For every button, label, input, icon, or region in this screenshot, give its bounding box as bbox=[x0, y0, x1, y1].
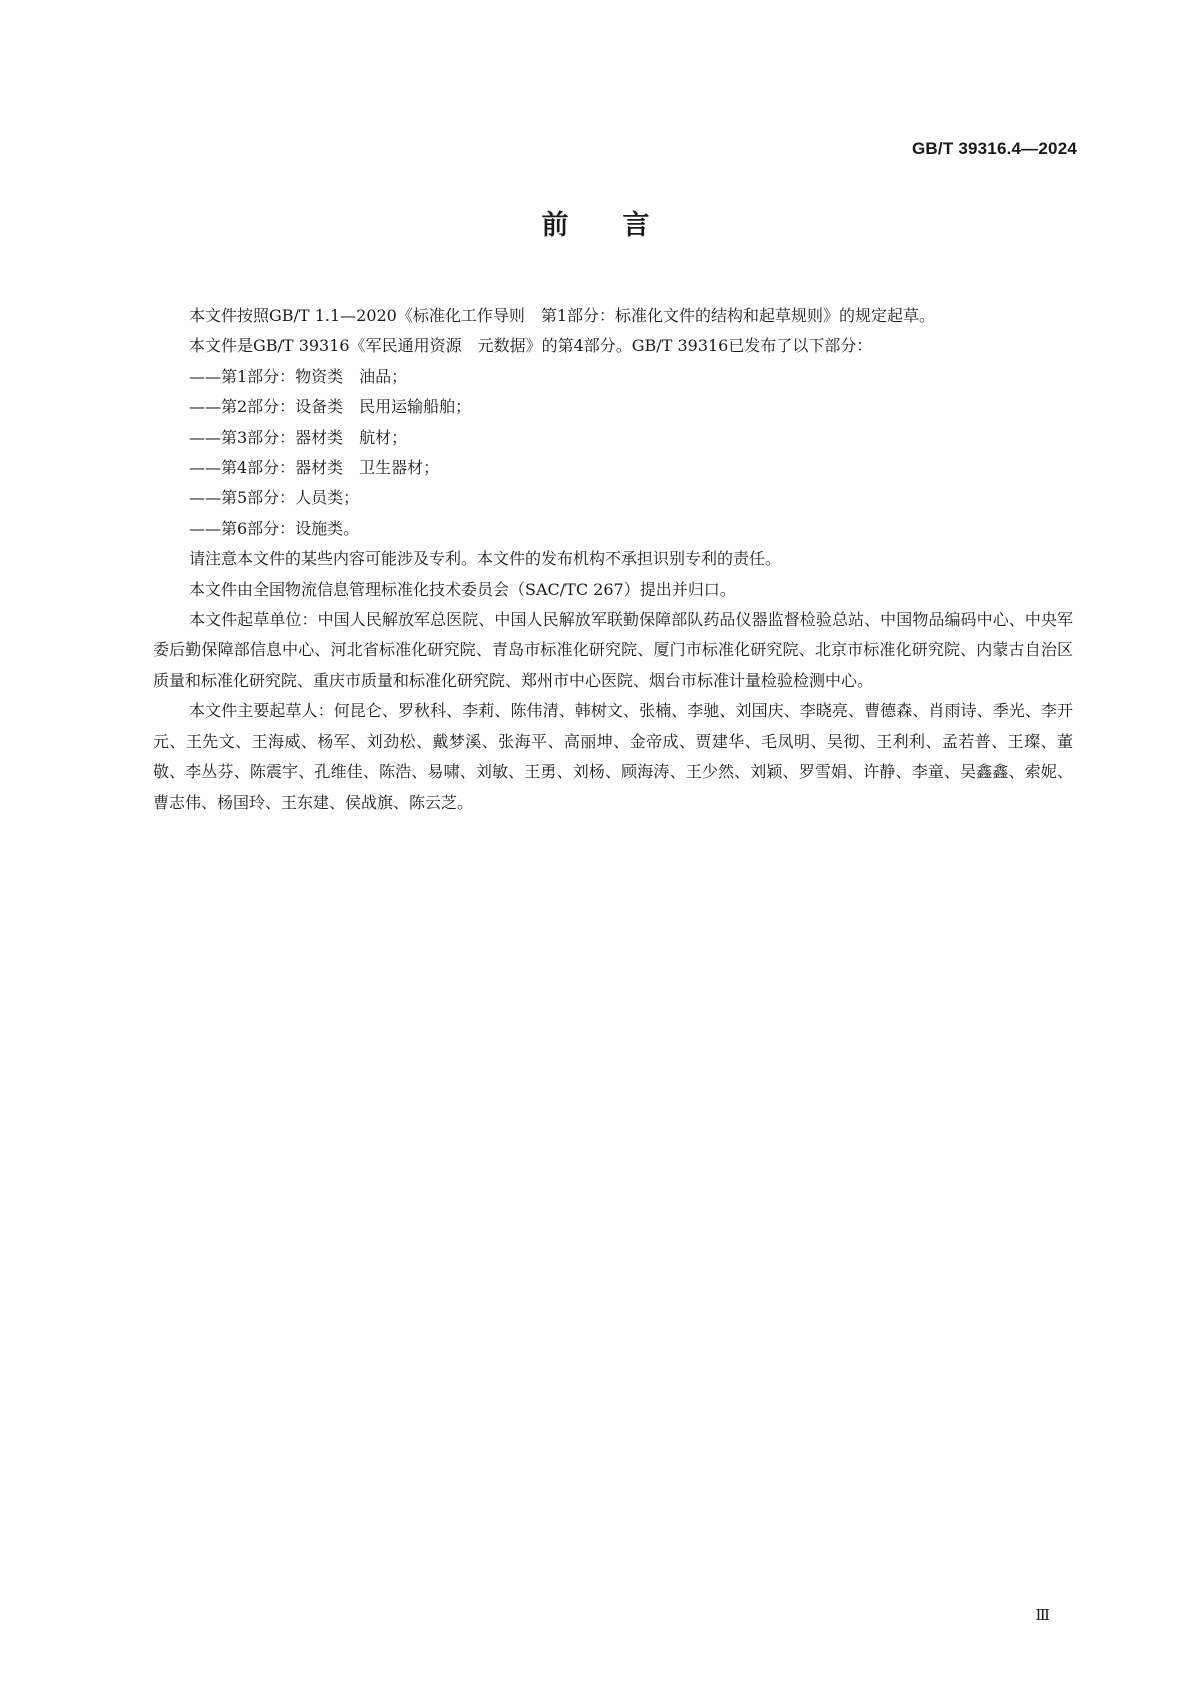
page-number: Ⅲ bbox=[1035, 1606, 1050, 1624]
paragraph-drafting-units: 本文件起草单位：中国人民解放军总医院、中国人民解放军联勤保障部队药品仪器监督检验总站、中国物品编码中心、中央军委后勤保障部信息中心、河北省标准化研究院、青岛市标准化研究院、厦门市标准化研究院、北京市标准化研究院、内蒙古自治区质量和标准化研究院、重庆市质量和标准化研究院、郑州市中心医院、烟台市标准计量检验检测中心。 bbox=[153, 610, 1073, 690]
list-item: ——第3部分：器材类 航材； bbox=[189, 427, 408, 447]
page-title: 前言 bbox=[541, 210, 704, 241]
paragraph-drafting-rules: 本文件按照GB/T 1.1—2020《标准化工作导则 第1部分：标准化文件的结构和起草规则》的规定起草。 bbox=[189, 306, 936, 325]
list-item: ——第1部分：物资类 油品； bbox=[189, 366, 408, 386]
standard-code: GB/T 39316.4—2024 bbox=[912, 139, 1077, 158]
document-body bbox=[153, 301, 1073, 818]
list-item: ——第4部分：器材类 卫生器材； bbox=[189, 458, 440, 478]
parts-list bbox=[153, 362, 1073, 544]
list-item: ——第6部分：设施类。 bbox=[189, 518, 360, 538]
list-item: ——第2部分：设备类 民用运输船舶； bbox=[189, 397, 472, 417]
paragraph-patent-notice: 请注意本文件的某些内容可能涉及专利。本文件的发布机构不承担识别专利的责任。 bbox=[189, 549, 782, 569]
paragraph-parts-intro: 本文件是GB/T 39316《军民通用资源 元数据》的第4部分。GB/T 39316已发布了以下部分： bbox=[189, 336, 873, 356]
paragraph-proposer: 本文件由全国物流信息管理标准化技术委员会（SAC/TC 267）提出并归口。 bbox=[189, 579, 736, 599]
paragraph-drafters: 本文件主要起草人：何昆仑、罗秋科、李莉、陈伟清、韩树文、张楠、李驰、刘国庆、李晓亮、曹德森、肖雨诗、季光、李开元、王先文、王海威、杨军、刘劲松、戴梦溪、张海平、高丽坤、金帝成、贾建华、毛凤明、吴彻、王利利、孟若普、王璨、董敬、李丛芬、陈震宇、孔维佳、陈浩、易啸、刘敏、王勇、刘杨、顾海涛、王少然、刘颖、罗雪娟、许静、李童、吴鑫鑫、索妮、曹志伟、杨国玲、王东建、侯战旗、陈云芝。 bbox=[153, 701, 1073, 812]
list-item: ——第5部分：人员类； bbox=[189, 488, 360, 508]
